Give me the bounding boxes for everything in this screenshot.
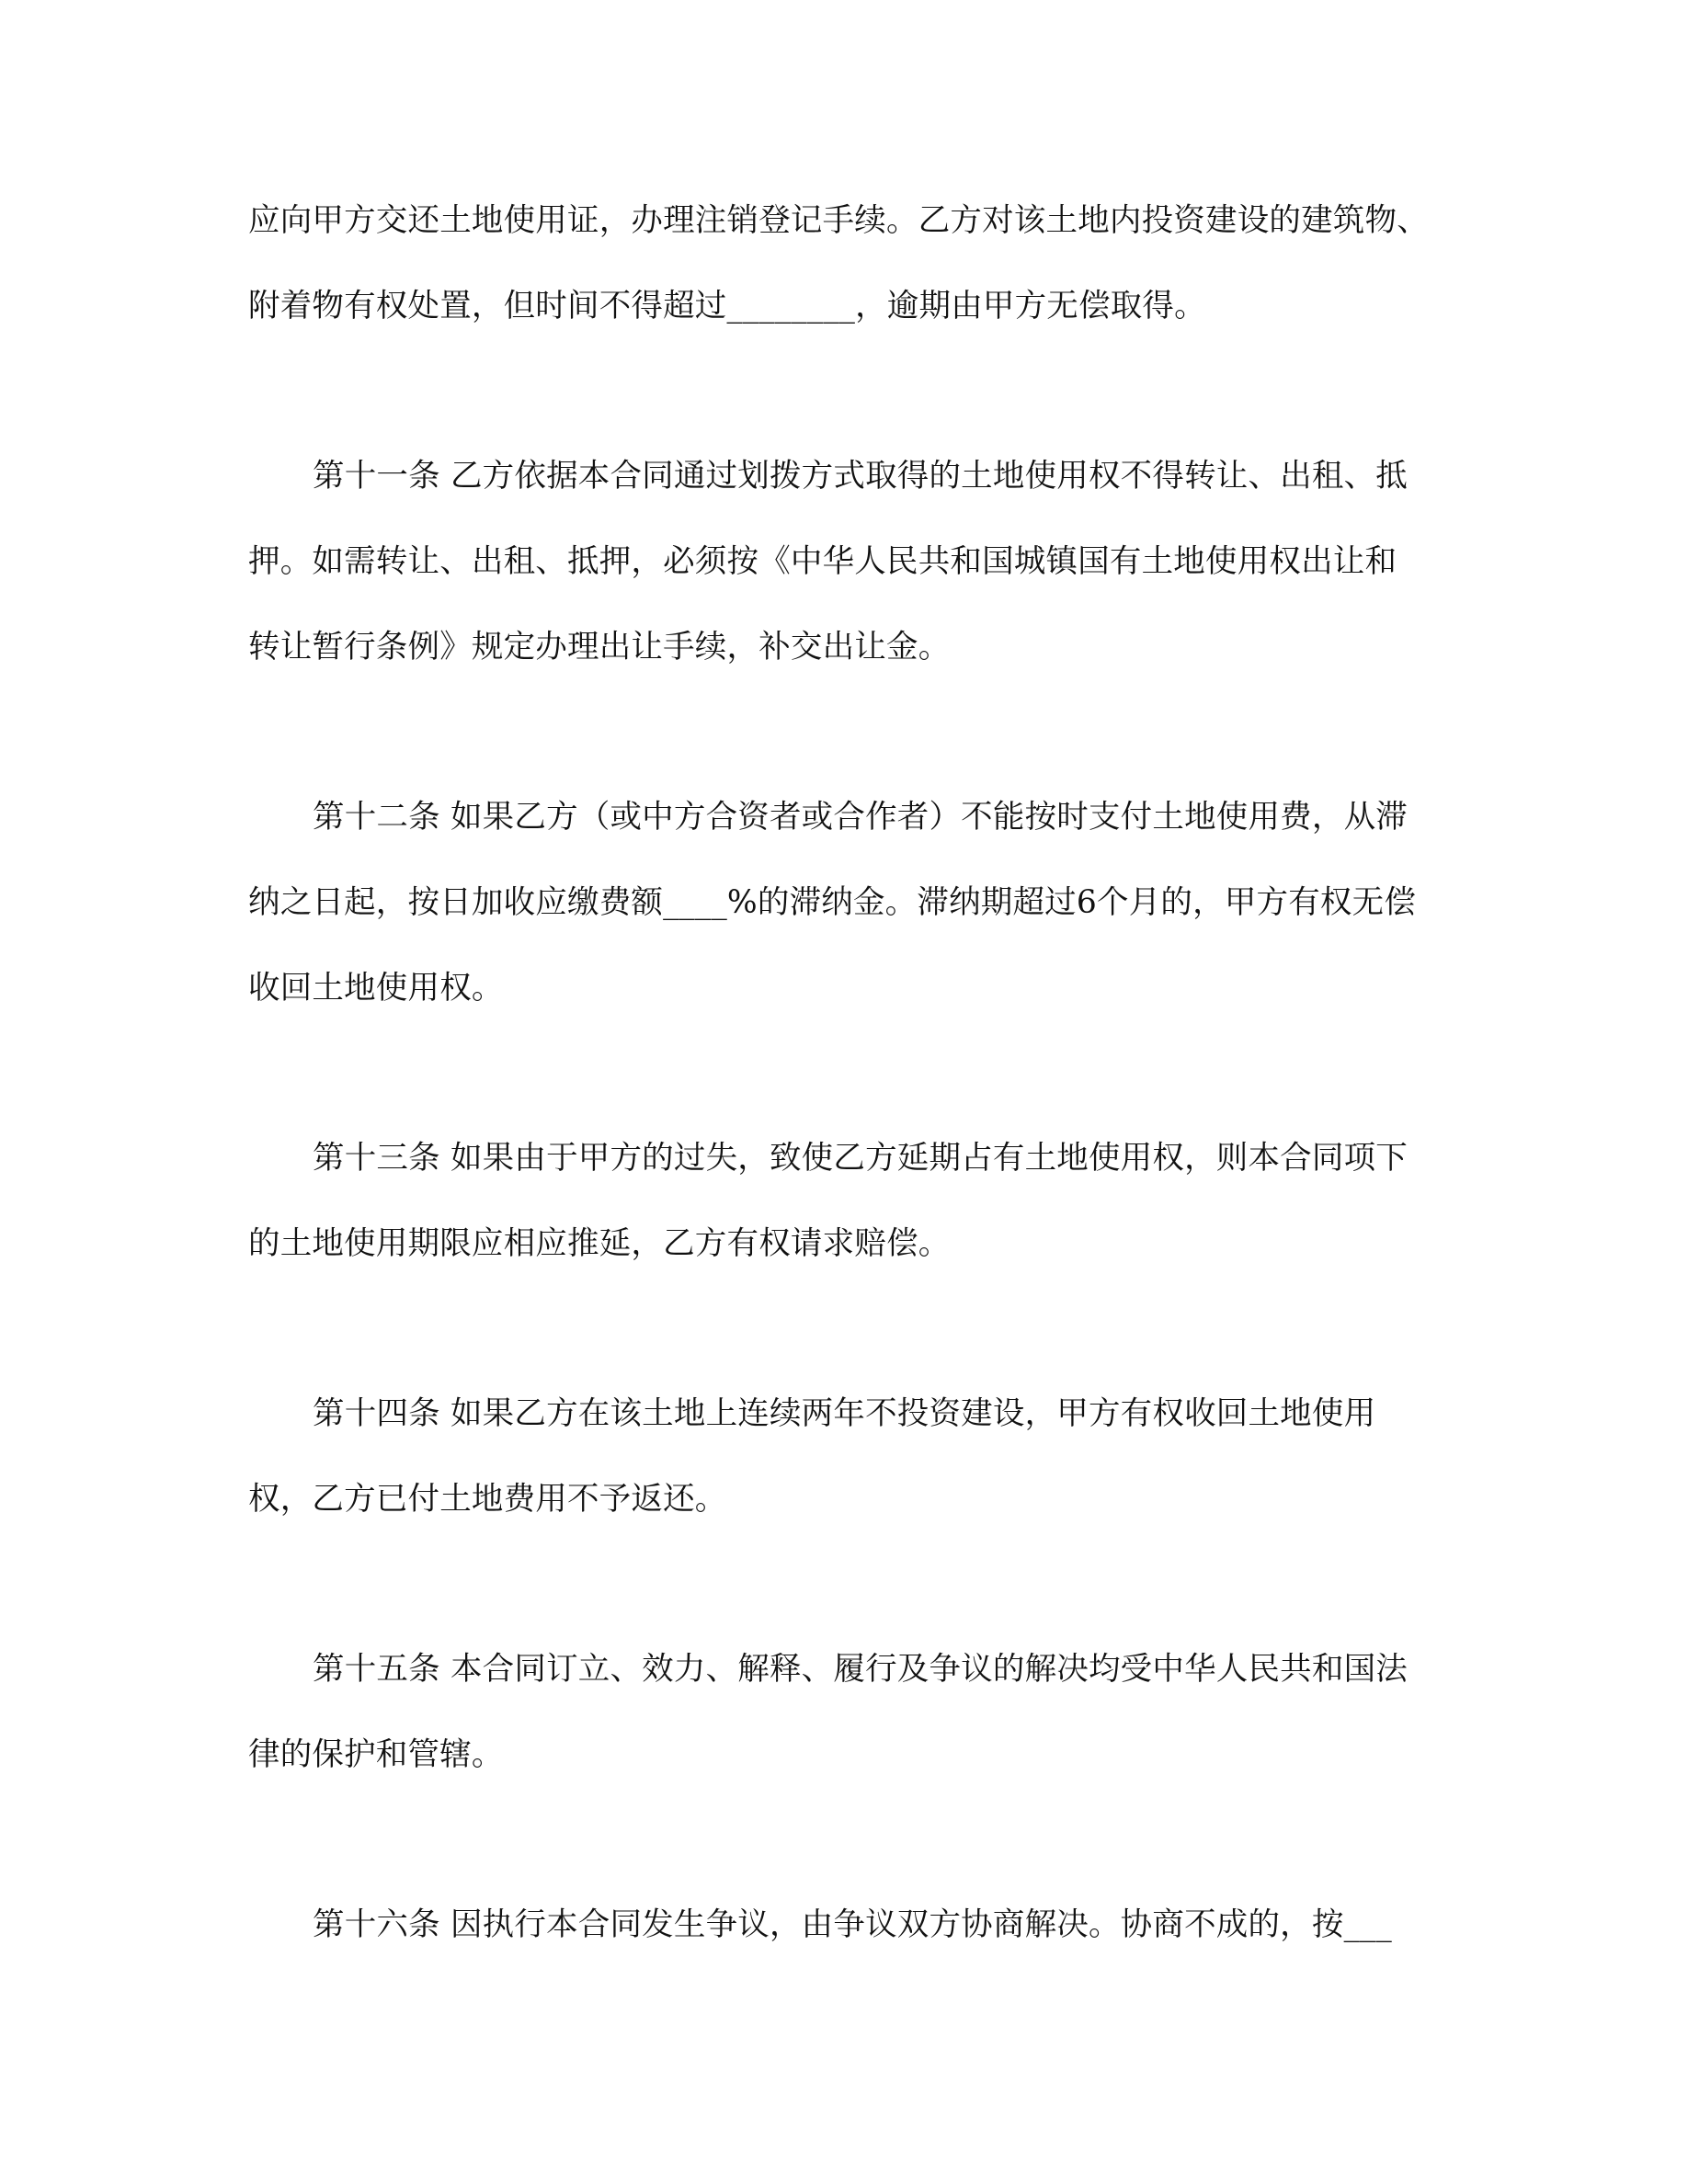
text-line: 转让暂行条例》规定办理出让手续，补交出让金。 [248, 629, 951, 665]
text-line: 第十二条 如果乙方（或中方合资者或合作者）不能按时支付土地使用费，从滞 [313, 799, 1408, 836]
text-line: 押。如需转让、出租、抵押，必须按《中华人民共和国城镇国有土地使用权出让和 [248, 543, 1397, 580]
text-line: 纳之日起，按日加收应缴费额____%的滞纳金。滞纳期超过6个月的，甲方有权无偿 [248, 884, 1417, 921]
text-line: 应向甲方交还土地使用证，办理注销登记手续。乙方对该土地内投资建设的建筑物、 [248, 202, 1429, 239]
text-line: 第十四条 如果乙方在该土地上连续两年不投资建设，甲方有权收回土地使用 [313, 1395, 1376, 1432]
text-line: 第十六条 因执行本合同发生争议，由争议双方协商解决。协商不成的，按___ [313, 1906, 1392, 1943]
text-line: 的土地使用期限应相应推延，乙方有权请求赔偿。 [248, 1225, 951, 1262]
text-line: 第十三条 如果由于甲方的过失，致使乙方延期占有土地使用权，则本合同项下 [313, 1140, 1408, 1177]
article-11 [248, 434, 1434, 690]
article-15 [248, 1627, 1434, 1798]
text-line: 第十五条 本合同订立、效力、解释、履行及争议的解决均受中华人民共和国法 [313, 1651, 1408, 1688]
document-page [248, 178, 1434, 2053]
article-12 [248, 775, 1434, 1031]
article-13 [248, 1116, 1434, 1287]
text-line: 第十一条 乙方依据本合同通过划拨方式取得的土地使用权不得转让、出租、抵 [313, 458, 1408, 495]
paragraph-continuation [248, 178, 1434, 349]
article-16 [248, 1883, 1434, 1968]
text-line: 权，乙方已付土地费用不予返还。 [248, 1481, 727, 1518]
article-14 [248, 1371, 1434, 1542]
text-line: 律的保护和管辖。 [248, 1736, 504, 1773]
text-line: 附着物有权处置，但时间不得超过________，逾期由甲方无偿取得。 [248, 288, 1206, 324]
text-line: 收回土地使用权。 [248, 970, 504, 1007]
